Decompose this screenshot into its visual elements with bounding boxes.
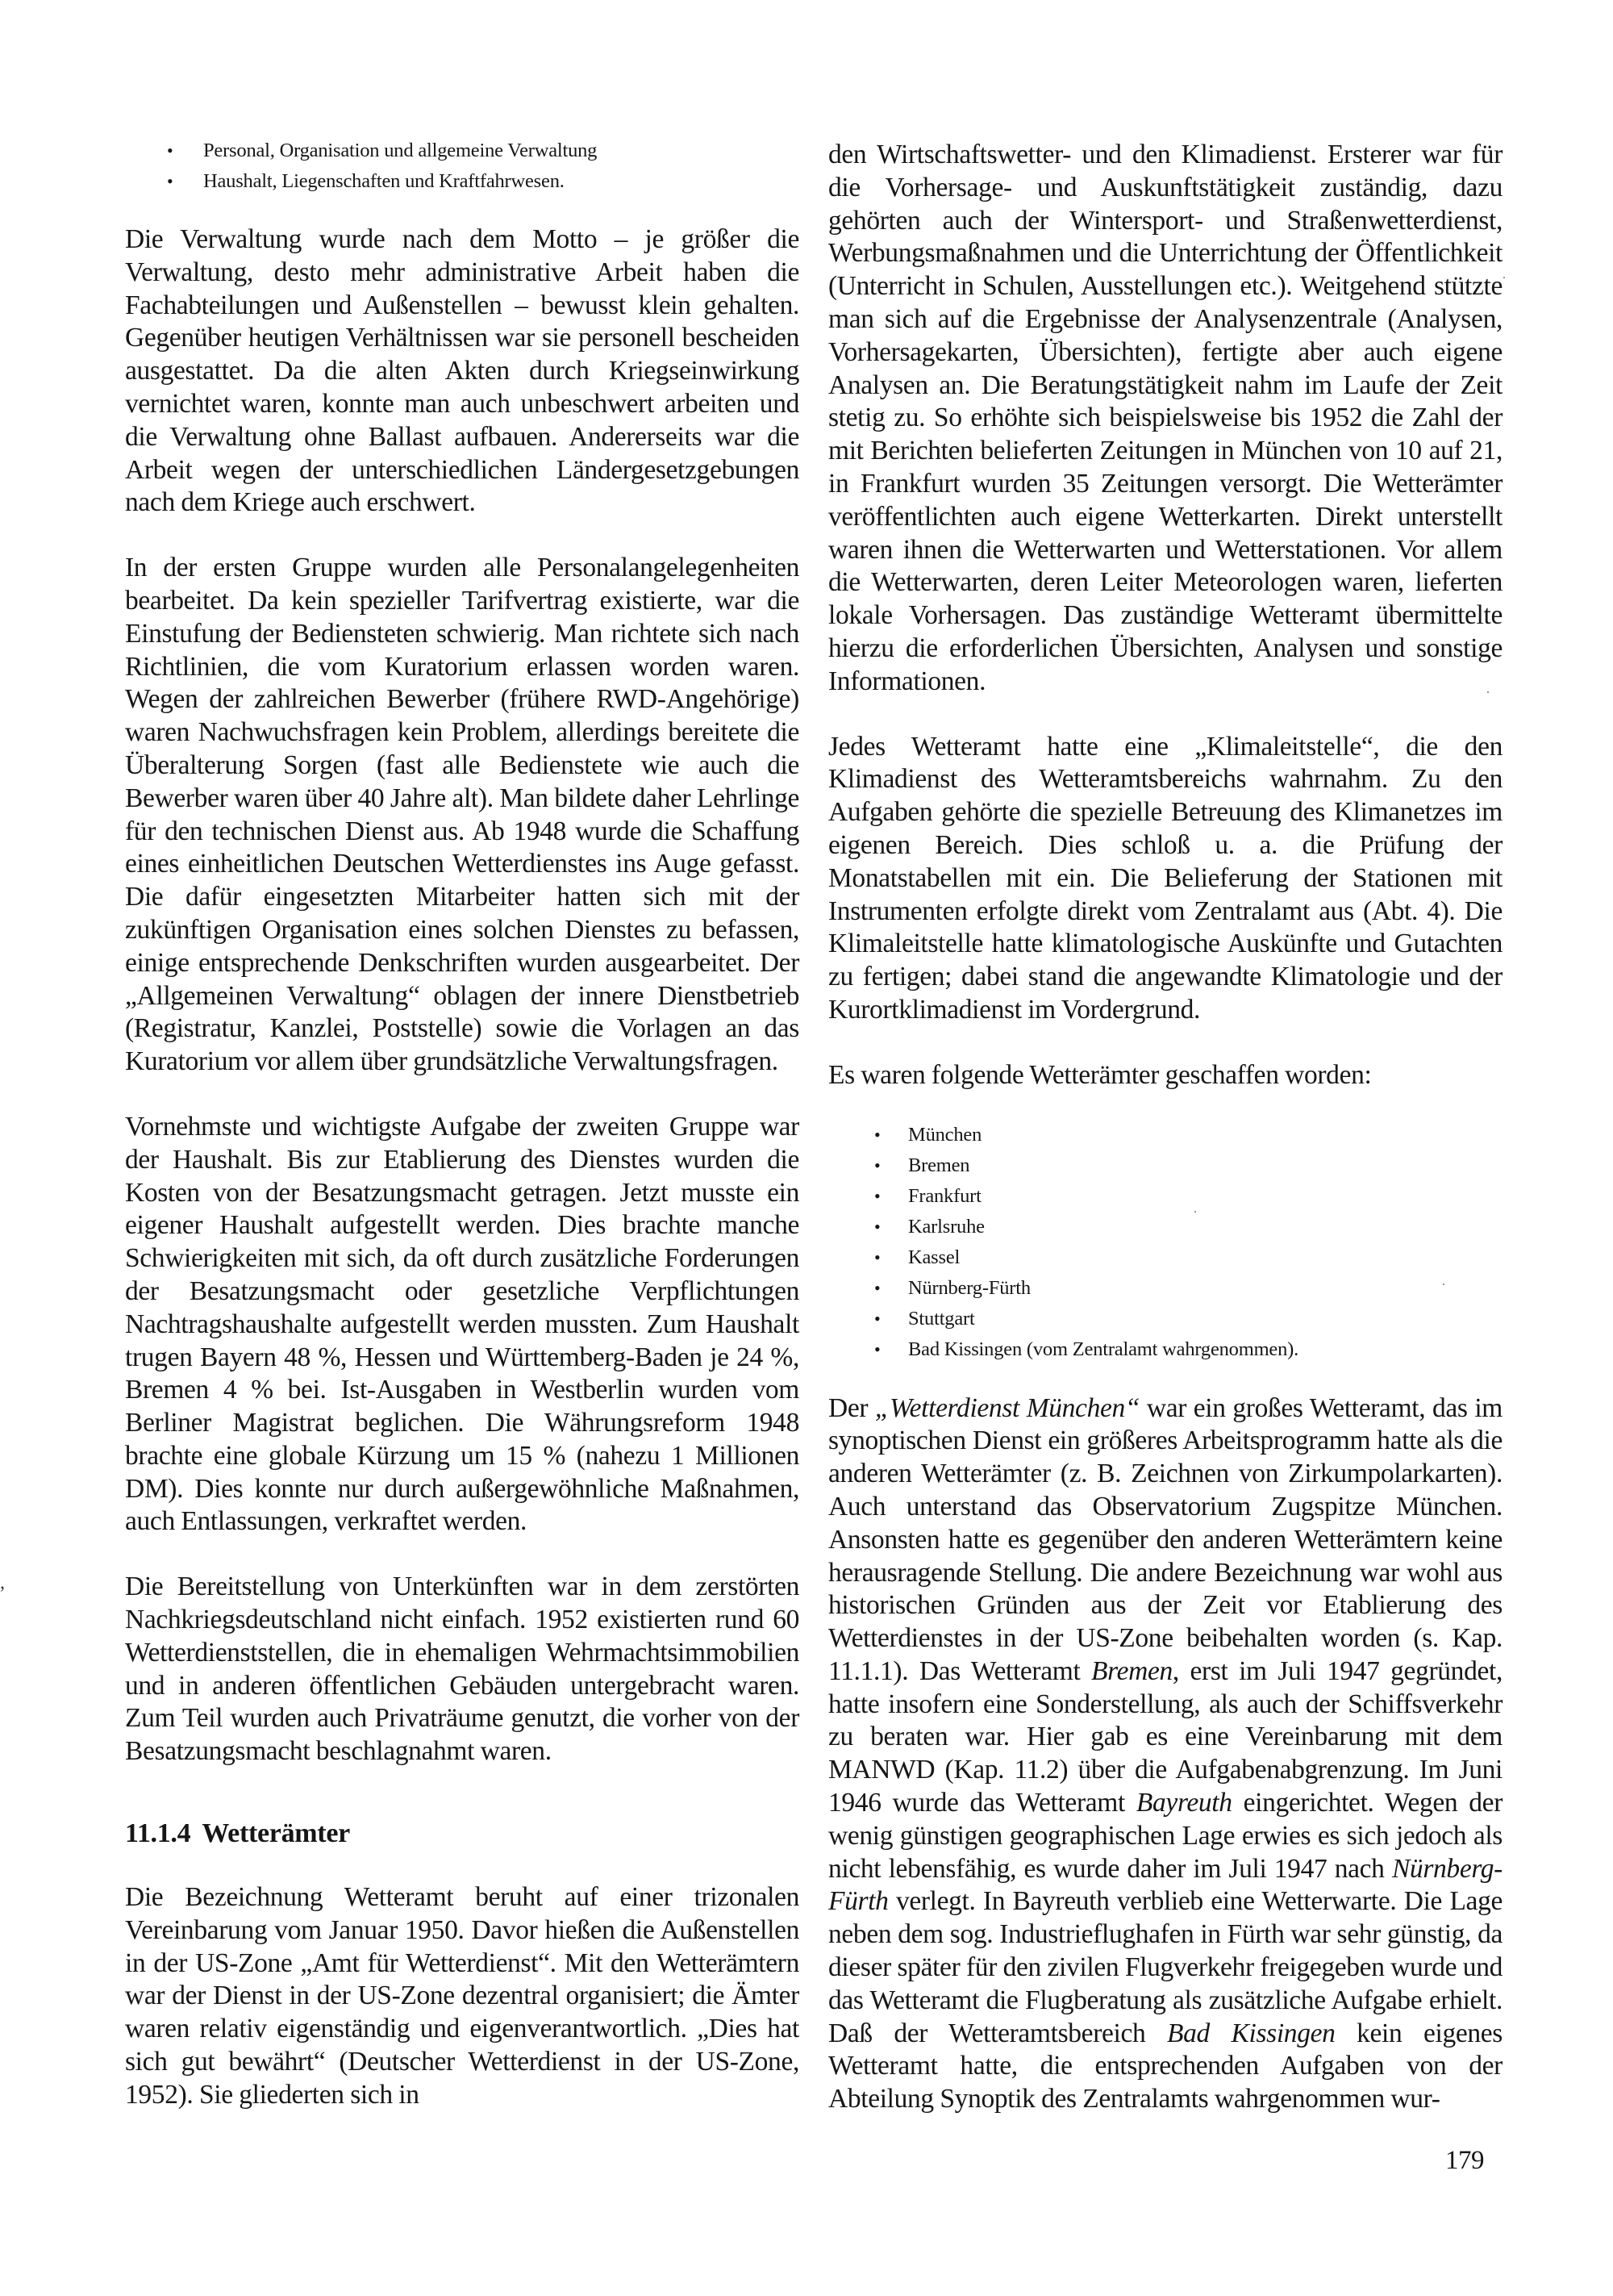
paragraph-wetteramt-definition: Die Bezeichnung Wetteramt beruht auf einer trizonalen Vereinbarung vom Januar 1950. Davor hießen die Außenstellen in der US-Zone „Amt für Wetterdienst“. Mit den Wetterämtern war der Dienst in der US-Zone dezentral organisiert; die Ämter waren relativ eigenständig und eigenverantwortlich. „Dies hat sich gut bewährt“ (Deutscher Wetterdienst in der US-Zone, 1952). Sie gliederten sich in (125, 1882, 799, 2110)
list-item-text: Personal, Organisation und allgemeine Verwaltung (203, 140, 598, 161)
paragraph-offices-intro: Es waren folgende Wetterämter geschaffen worden: (828, 1059, 1372, 1090)
list-item (828, 1181, 1503, 1212)
section-title: Wetterämter (202, 1818, 350, 1849)
italic-place-bayreuth: Bayreuth (1136, 1788, 1232, 1818)
page-number: 179 (1445, 2146, 1484, 2175)
bullet-icon: • (874, 1124, 881, 1145)
italic-office-name: „Wetterdienst München“ (874, 1392, 1140, 1423)
text-run: Der (828, 1392, 875, 1423)
paragraph-munich-office (828, 1392, 1503, 2117)
text-run: eingerichtet. Wegen der wenig günstigen geographischen Lage erwies es sich jedoch als nicht lebensfähig, es wurde daher im Juli 1947 nach (828, 1788, 1503, 1884)
bullet-icon: • (874, 1185, 881, 1206)
bullet-icon: • (874, 1154, 881, 1175)
list-item (828, 1273, 1503, 1304)
list-item (828, 1212, 1503, 1242)
bullet-icon: • (874, 1338, 881, 1359)
section-heading (125, 1818, 799, 1849)
list-item-text: Bad Kissingen (vom Zentralamt wahrgenommen). (908, 1338, 1299, 1360)
bullet-icon: • (874, 1308, 881, 1329)
paragraph-personnel-group: In der ersten Gruppe wurden alle Personalangelegenheiten bearbeitet. Da kein spezieller Tarifvertrag existierte, war die Einstufung der Bediensteten schwierig. Man richtete sich nach Richtlinien, die vom Kuratorium erlassen worden waren. Wegen der zahlreichen Bewerber (frühere RWD-Angehörige) waren Nachwuchsfragen kein Problem, allerdings bereitete die Überalterung Sorgen (fast alle Bedienstete wie auch die Bewerber waren über 40 Jahre alt). Man bildete daher Lehrlinge für den technischen Dienst aus. Ab 1948 wurde die Schaffung eines einheitlichen Deutschen Wetterdienstes ins Auge gefasst. Die dafür eingesetzten Mitarbeiter hatten sich mit der zukünftigen Organisation eines solchen Dienstes zu befassen, einige entsprechende Denkschriften wurden ausgearbeitet. Der „Allgemeinen Verwaltung“ oblagen der innere Dienstbetrieb (Registratur, Kanzlei, Poststelle) sowie die Vorlagen an das Kuratorium vor allem über grundsätzliche Verwaltungsfragen. (125, 553, 799, 1077)
bullet-icon: • (874, 1246, 881, 1267)
text-run: war ein großes Wetteramt, das im synoptischen Dienst ein größeres Arbeitsprogramm hatte als die anderen Wetterämter (z. B. Zeichnen von Zirkumpolarkarten). Auch unterstand das Observatorium Zugspitze München. Ansonsten hatte es gegenüber den anderen Wetterämtern keine herausragende Stellung. Die andere Bezeichnung war wohl aus historischen Gründen aus der Zeit vor Etablierung des Wetterdienstes in der US-Zone beibehalten worden (s. Kap. 11.1.1). Das Wetteramt (828, 1392, 1503, 1686)
right-column (828, 139, 1503, 2116)
paragraph-forecast-service: den Wirtschaftswetter- und den Klimadienst. Ersterer war für die Vorhersage- und Auskunftstätigkeit zuständig, dazu gehörten auch der Wintersport- und Straßenwetterdienst, Werbungsmaßnahmen und die Unterrichtung der Öffentlichkeit (Unterricht in Schulen, Ausstellungen etc.). Weitgehend stützte man sich auf die Ergebnisse der Analysenzentrale (Analysen, Vorhersagekarten, Übersichten), fertigte aber auch eigene Analysen an. Die Beratungstätigkeit nahm im Laufe der Zeit stetig zu. So erhöhte sich beispielsweise bis 1952 die Zahl der mit Berichten belieferten Zeitungen in München von 10 auf 21, in Frankfurt wurden 35 Zeitungen versorgt. Die Wetterämter veröffentlichten auch eigene Wetterkarten. Direkt unterstellt waren ihnen die Wetterwarten und Wetterstationen. Vor allem die Wetterwarten, deren Leiter Meteorologen waren, lieferten lokale Vorhersagen. Das zuständige Wetteramt übermittelte hierzu die erforderlichen Übersichten, Analysen und sonstige Informationen. (828, 140, 1503, 696)
list-item (125, 166, 799, 197)
list-item-text: Haushalt, Liegenschaften und Kraftfahrwesen. (203, 170, 565, 192)
list-item-text: Karlsruhe (908, 1215, 985, 1238)
bullet-icon: • (167, 171, 173, 191)
left-column (125, 136, 799, 2112)
italic-place-bremen: Bremen (1091, 1655, 1173, 1686)
scan-speck (1487, 691, 1489, 693)
section-number: 11.1.4 (125, 1818, 191, 1849)
list-item-text: München (908, 1123, 982, 1146)
list-item-text: Frankfurt (908, 1184, 982, 1207)
list-item (125, 136, 799, 166)
text-run: , erst im Juli 1947 gegründet, hatte insofern eine Sonderstellung, als auch der Schiffsverkehr zu beraten war. Hier gab es eine Vereinbarung mit dem MANWD (Kap. 11.2) über die Aufgabenabgrenzung. Im Juni 1946 wurde das Wetteramt (828, 1655, 1503, 1818)
paragraph-climate-office: Jedes Wetteramt hatte eine „Klimaleitstelle“, die den Klimadienst des Wetteramtsbereichs wahrnahm. Zu den Aufgaben gehörte die spezielle Betreuung des Klimanetzes im eigenen Bereich. Dies schloß u. a. die Prüfung der Monatstabellen mit ein. Die Belieferung der Stationen mit Instrumenten erfolgte direkt vom Zentralamt aus (Abt. 4). Die Klimaleitstelle hatte klimatologische Auskünfte und Gutachten zu fertigen; dabei stand die angewandte Klimatologie und der Kurortklimadienst im Vordergrund. (828, 731, 1503, 1025)
bullet-icon: • (874, 1277, 881, 1298)
list-item (828, 1120, 1503, 1150)
list-item-text: Nürnberg-Fürth (908, 1276, 1031, 1299)
italic-place-nuernberg-fuerth: Nürnberg-Fürth (828, 1853, 1503, 1917)
list-item (828, 1242, 1503, 1273)
weather-offices-list (828, 1120, 1503, 1365)
paragraph-budget-group: Vornehmste und wichtigste Aufgabe der zweiten Gruppe war der Haushalt. Bis zur Etablierung des Dienstes wurden die Kosten von der Besatzungsmacht getragen. Jetzt musste ein eigener Haushalt aufgestellt werden. Dies brachte manche Schwierigkeiten mit sich, da oft durch zusätzliche Forderungen der Besatzungsmacht oder gesetzliche Verpflichtungen Nachtragshaushalte aufgestellt werden mussten. Zum Haushalt trugen Bayern 48 %, Hessen und Württemberg-Baden je 24 %, Bremen 4 % bei. Ist-Ausgaben in Westberlin wurden vom Berliner Magistrat beglichen. Die Währungsreform 1948 brachte eine globale Kürzung um 15 % (nahezu 1 Millionen DM). Dies konnte nur durch außergewöhnliche Maßnahmen, auch Entlassungen, verkraftet werden. (125, 1111, 799, 1537)
bullet-icon: • (167, 140, 173, 161)
italic-place-bad-kissingen: Bad Kissingen (1167, 2018, 1336, 2048)
text-run: verlegt. In Bayreuth verblieb eine Wetterwarte. Die Lage neben dem sog. Industrieflughafen in Fürth war sehr günstig, da dieser später für den zivilen Flugverkehr freigegeben wurde und das Wetteramt die Flugberatung als zusätzliche Aufgabe erhielt. Daß der Wetteramtsbereich (828, 1886, 1503, 2048)
list-item-text: Kassel (908, 1246, 961, 1268)
paragraph-administration-motto: Die Verwaltung wurde nach dem Motto – je größer die Verwaltung, desto mehr administrative Arbeit haben die Fachabteilungen und Außenstellen – bewusst klein gehalten. Gegenüber heutigen Verhältnissen war sie personell bescheiden ausgestattet. Da die alten Akten durch Kriegseinwirkung vernichtet waren, konnte man auch unbeschwert arbeiten und die Verwaltung ohne Ballast aufbauen. Andererseits war die Arbeit wegen der unterschiedlichen Ländergesetzgebungen nach dem Kriege auch erschwert. (125, 224, 799, 518)
department-groups-list (125, 136, 799, 197)
list-item (828, 1150, 1503, 1181)
bullet-icon: • (874, 1216, 881, 1237)
text-run: kein eigenes Wetteramt hatte, die entsprechenden Aufgaben von der Abteilung Synoptik des Zentralamts wahrgenommen wur- (828, 2018, 1503, 2114)
scan-speck (1443, 1284, 1444, 1285)
scan-speck (1503, 277, 1505, 278)
list-item-text: Stuttgart (908, 1307, 975, 1330)
scan-artifact-mark: , (0, 1572, 5, 1593)
list-item-text: Bremen (908, 1154, 970, 1176)
scan-speck (1194, 1211, 1196, 1213)
list-item (828, 1304, 1503, 1334)
paragraph-accommodation: Die Bereitstellung von Unterkünften war in dem zerstörten Nachkriegsdeutschland nicht einfach. 1952 existierten rund 60 Wetterdienststellen, die in ehemaligen Wehrmachtsimmobilien und in anderen öffentlichen Gebäuden untergebracht waren. Zum Teil wurden auch Privaträume genutzt, die vorher von der Besatzungsmacht beschlagnahmt waren. (125, 1572, 799, 1767)
list-item (828, 1334, 1503, 1365)
